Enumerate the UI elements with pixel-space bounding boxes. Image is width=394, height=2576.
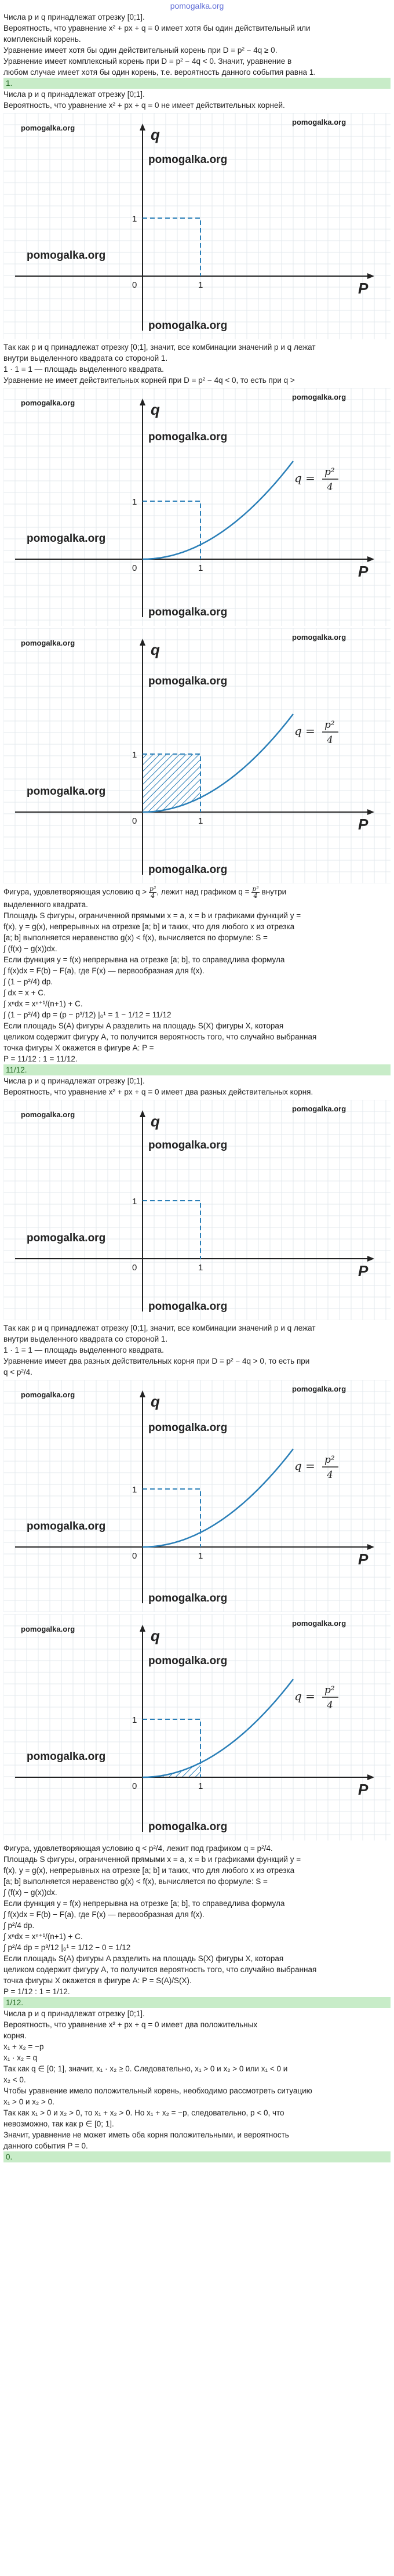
text-line: данного события P = 0. [3, 2142, 88, 2150]
watermark: pomogalka.org [27, 532, 106, 545]
text-line: Уравнение не имеет действительных корней при D = p² − 4q < 0, то есть при q > [3, 376, 295, 385]
arrow-icon [367, 1544, 374, 1550]
text-line: q < p²/4. [3, 1368, 32, 1376]
curve-label-den: 4 [327, 734, 333, 746]
origin-label: 0 [132, 816, 137, 826]
watermark: pomogalka.org [292, 633, 346, 642]
text-line: комплексный корень. [3, 35, 81, 44]
text-line: ∫ xⁿdx = xⁿ⁺¹/(n+1) + C. [3, 1932, 83, 1941]
watermark: pomogalka.org [21, 1625, 75, 1633]
text-line: Числа p и q принадлежат отрезку [0;1]. [3, 90, 145, 99]
axis-label-p: P [358, 816, 369, 833]
text-line: [a; b] выполняется неравенство g(x) < f(x), вычисляется по формуле: S = [3, 1877, 268, 1886]
watermark: pomogalka.org [292, 1619, 346, 1628]
unit-square [143, 1489, 200, 1547]
watermark: pomogalka.org [27, 785, 106, 798]
graph-shaded-below [3, 1614, 391, 1840]
watermark: pomogalka.org [21, 639, 75, 647]
watermark: pomogalka.org [148, 1422, 228, 1434]
tick-label-1: 1 [198, 280, 203, 290]
text-line: внутри выделенного квадрата со стороной 1. [3, 354, 168, 363]
origin-label: 0 [132, 1551, 137, 1561]
tick-label-1: 1 [132, 1197, 137, 1207]
text-line: P = 1/12 : 1 = 1/12. [3, 1987, 70, 1996]
text-line: Так как p и q принадлежат отрезку [0;1], значит, все комбинации значений p и q лежат [3, 343, 316, 352]
tick-label-1: 1 [198, 1551, 203, 1561]
text-line: 1 · 1 = 1 — площадь выделенного квадрата. [3, 365, 164, 374]
curve-label-num: p² [324, 1454, 335, 1466]
text-line: x₁ · x₂ = q [3, 2053, 38, 2062]
watermark: pomogalka.org [21, 1390, 75, 1399]
text-line: ∫ f(x)dx = F(b) − F(a), где F(x) — первообразная для f(x). [3, 1910, 205, 1919]
tick-label-1: 1 [198, 563, 203, 573]
watermark: pomogalka.org [27, 1520, 106, 1532]
axis-label-p: P [358, 1262, 369, 1280]
watermark: pomogalka.org [148, 1592, 228, 1604]
origin-label: 0 [132, 280, 137, 290]
watermark: pomogalka.org [21, 1110, 75, 1119]
tick-label-1: 1 [198, 1263, 203, 1273]
arrow-icon [367, 1774, 374, 1780]
curve-label: q = [294, 724, 315, 738]
text-line: Если функция y = f(x) непрерывна на отрезке [a; b], то справедлива формула [3, 1899, 285, 1908]
arrow-icon [367, 273, 374, 279]
text-line: Вероятность, что уравнение x² + px + q = 0 имеет два разных действительных корня. [3, 1088, 313, 1096]
part-3 [3, 1075, 391, 2008]
curve-q-p2-4 [143, 1679, 293, 1777]
watermark: pomogalka.org [148, 864, 228, 876]
grid [3, 388, 391, 626]
watermark: pomogalka.org [148, 1821, 228, 1833]
watermark: pomogalka.org [292, 1385, 346, 1393]
watermark: pomogalka.org [27, 1232, 106, 1244]
curve-label-den: 4 [327, 481, 333, 493]
text-line: x₁ + x₂ = −p [3, 2042, 44, 2051]
text-line: Площадь S фигуры, ограниченной прямыми x = a, x = b и графиками функций y = [3, 1855, 301, 1864]
graph-curve [3, 388, 391, 626]
curve-q-p2-4 [143, 461, 293, 559]
text-line: Если площадь S(A) фигуры A разделить на площадь S(X) фигуры X, которая [3, 1021, 284, 1030]
tick-label-1: 1 [132, 1715, 137, 1725]
watermark: pomogalka.org [21, 398, 75, 407]
text-line: Если функция y = f(x) непрерывна на отрезке [a; b], то справедлива формула [3, 955, 285, 964]
text-line: 1 · 1 = 1 — площадь выделенного квадрата. [3, 1346, 164, 1354]
curve-label: q = [294, 1689, 315, 1703]
text-line: f(x), y = g(x), непрерывных на отрезке [a; b] и таких, что для любого x из отрезка [3, 1866, 295, 1875]
watermark: pomogalka.org [148, 675, 228, 687]
grid [3, 113, 391, 339]
text-line: Значит, уравнение не может иметь оба корня положительными, и вероятность [3, 2131, 289, 2139]
axis-label-q: q [151, 126, 160, 143]
text-line: Числа p и q принадлежат отрезку [0;1]. [3, 2009, 145, 2018]
part-1 [3, 12, 391, 89]
tick-label-1: 1 [132, 214, 137, 224]
text-line: невозможно, так как p ∈ [0; 1]. [3, 2120, 114, 2128]
text-line: целиком содержит фигуру A, то получится вероятность того, что случайно выбранная [3, 1965, 317, 1974]
unit-square [143, 1201, 200, 1259]
text-line: Вероятность, что уравнение x² + px + q = 0 не имеет действительных корней. [3, 101, 285, 110]
text-line: x₂ < 0. [3, 2075, 26, 2084]
graph-shaded-above [3, 628, 391, 883]
text-line: ∫ xⁿdx = xⁿ⁺¹/(n+1) + C. [3, 999, 83, 1008]
text-line: ∫ (1 − p²/4) dp. [3, 977, 53, 986]
axis-label-q: q [151, 1113, 160, 1130]
text-line: Уравнение имеет комплексный корень при D = p² − 4q < 0. Значит, уравнение в [3, 57, 292, 66]
text-line: [a; b] выполняется неравенство g(x) < f(x), вычисляется по формуле: S = [3, 933, 268, 942]
text-line: внутри выделенного квадрата со стороной 1. [3, 1335, 168, 1343]
text-line: выделенного квадрата. [3, 900, 88, 909]
curve-label: q = [294, 1459, 315, 1473]
tick-label-1: 1 [132, 497, 137, 507]
tick-label-1: 1 [198, 1781, 203, 1791]
watermark: pomogalka.org [148, 1655, 228, 1667]
text-line: точка фигуры X окажется в фигуре A: P = [3, 1044, 154, 1052]
watermark: pomogalka.org [148, 606, 228, 618]
grid [3, 1614, 391, 1840]
text-line: любом случае имеет хотя бы один корень, т.е. вероятность данного события равна 1. [3, 68, 316, 77]
text-line: Уравнение имеет хотя бы один действительный корень при D = p² − 4q ≥ 0. [3, 46, 278, 55]
axis-label-q: q [151, 401, 160, 418]
tick-label-1: 1 [132, 750, 137, 760]
shaded-region [143, 754, 200, 812]
watermark: pomogalka.org [148, 154, 228, 166]
text-line: Числа p и q принадлежат отрезку [0;1]. [3, 13, 145, 21]
curve-label-num: p² [324, 1684, 335, 1696]
axis-label-q: q [151, 1627, 160, 1644]
grid [3, 1380, 391, 1612]
watermark: pomogalka.org [148, 320, 228, 332]
unit-square [143, 218, 200, 276]
text-line: Уравнение имеет два разных действительных корня при D = p² − 4q > 0, то есть при [3, 1357, 310, 1365]
grid [3, 1100, 391, 1320]
text-line: Так как x₁ > 0 и x₂ > 0, то x₁ + x₂ > 0. Но x₁ + x₂ = −p, следовательно, p < 0, что [3, 2108, 284, 2117]
axis-label-p: P [358, 563, 369, 580]
origin-label: 0 [132, 1263, 137, 1273]
graph-square [3, 1100, 391, 1320]
arrow-icon [367, 1256, 374, 1262]
watermark: pomogalka.org [27, 249, 106, 262]
graph-curve [3, 1380, 391, 1612]
text-line: Вероятность, что уравнение x² + px + q = 0 имеет хотя бы один действительный или [3, 24, 311, 32]
axis-label-p: P [358, 1550, 369, 1568]
text-line: Так как p и q принадлежат отрезку [0;1], значит, все комбинации значений p и q лежат [3, 1324, 316, 1332]
graph-square [3, 113, 391, 339]
curve-label: q = [294, 471, 315, 485]
site-link[interactable]: pomogalka.org [170, 1, 224, 10]
arrow-icon [367, 556, 374, 562]
text-line: Площадь S фигуры, ограниченной прямыми x = a, x = b и графиками функций y = [3, 911, 301, 920]
text-line: точка фигуры X окажется в фигуре A: P = S(A)/S(X). [3, 1976, 192, 1985]
text-line: Если площадь S(A) фигуры A разделить на площадь S(X) фигуры X, которая [3, 1954, 284, 1963]
origin-label: 0 [132, 563, 137, 573]
watermark: pomogalka.org [292, 393, 346, 401]
text-line: Числа p и q принадлежат отрезку [0;1]. [3, 1077, 145, 1085]
text-line: ∫ f(x)dx = F(b) − F(a), где F(x) — первообразная для f(x). [3, 966, 205, 975]
answer-box: 0. [3, 2151, 391, 2162]
text-line: Фигура, удовлетворяющая условию q > $\frac{\text{p²}}{4}$ , лежит над графиком q = $\frac{\text{p²}}{4}$ внутри [3, 885, 287, 900]
text-line: f(x), y = g(x), непрерывных на отрезке [a; b] и таких, что для любого x из отрезка [3, 922, 295, 931]
watermark: pomogalka.org [27, 1751, 106, 1763]
watermark: pomogalka.org [148, 431, 228, 443]
axis-label-p: P [358, 1781, 369, 1798]
curve-label-num: p² [324, 466, 335, 478]
tick-label-1: 1 [198, 816, 203, 826]
text-line: ∫ p²/4 dp. [3, 1921, 35, 1930]
watermark: pomogalka.org [292, 1104, 346, 1113]
watermark: pomogalka.org [292, 118, 346, 126]
text-line: целиком содержит фигуру A, то получится вероятность того, что случайно выбранная [3, 1032, 317, 1041]
axis-label-q: q [151, 641, 160, 658]
text-line: Вероятность, что уравнение x² + px + q = 0 имеет два положительных [3, 2020, 258, 2029]
watermark: pomogalka.org [148, 1139, 228, 1151]
watermark: pomogalka.org [148, 1300, 228, 1313]
curve-label-den: 4 [327, 1469, 333, 1481]
answer-box: 1/12. [3, 1997, 391, 2008]
origin-label: 0 [132, 1781, 137, 1791]
watermark: pomogalka.org [21, 124, 75, 132]
tick-label-1: 1 [132, 1485, 137, 1495]
text-line: корня. [3, 2031, 27, 2040]
text-line: ∫ (f(x) − g(x))dx. [3, 944, 57, 953]
text-line: Чтобы уравнение имело положительный корень, необходимо рассмотреть ситуацию [3, 2086, 312, 2095]
text-line: ∫ (1 − p²/4) dp = (p − p³/12) |₀¹ = 1 − 1/12 = 11/12 [3, 1010, 172, 1019]
text-line: ∫ dx = x + C. [3, 988, 46, 997]
axis-label-q: q [151, 1393, 160, 1410]
axis-label-p: P [358, 280, 369, 297]
text-line: Фигура, удовлетворяющая условию q < p²/4, лежит под графиком q = p²/4. [3, 1844, 273, 1853]
fraction: $\frac{\text{p²}}{4}$ [149, 885, 156, 900]
answer-box: 11/12. [3, 1064, 391, 1075]
curve-label-num: p² [324, 719, 335, 731]
text-line: Так как q ∈ [0; 1], значит, x₁ · x₂ ≥ 0. Следовательно, x₁ > 0 и x₂ > 0 или x₁ < 0 и [3, 2064, 288, 2073]
text-line: ∫ p²/4 dp = p³/12 |₀¹ = 1/12 − 0 = 1/12 [3, 1943, 131, 1952]
curve-label-den: 4 [327, 1700, 333, 1711]
part-4 [3, 2008, 391, 2162]
text-line: x₁ > 0 и x₂ > 0. [3, 2097, 54, 2106]
part-2 [3, 89, 391, 1075]
text-line: ∫ (f(x) − g(x))dx. [3, 1888, 57, 1897]
fraction: $\frac{\text{p²}}{4}$ [252, 885, 259, 900]
answer-box: 1. [3, 78, 391, 89]
curve-q-p2-4 [143, 1449, 293, 1547]
text-line: P = 11/12 : 1 = 11/12. [3, 1055, 78, 1063]
